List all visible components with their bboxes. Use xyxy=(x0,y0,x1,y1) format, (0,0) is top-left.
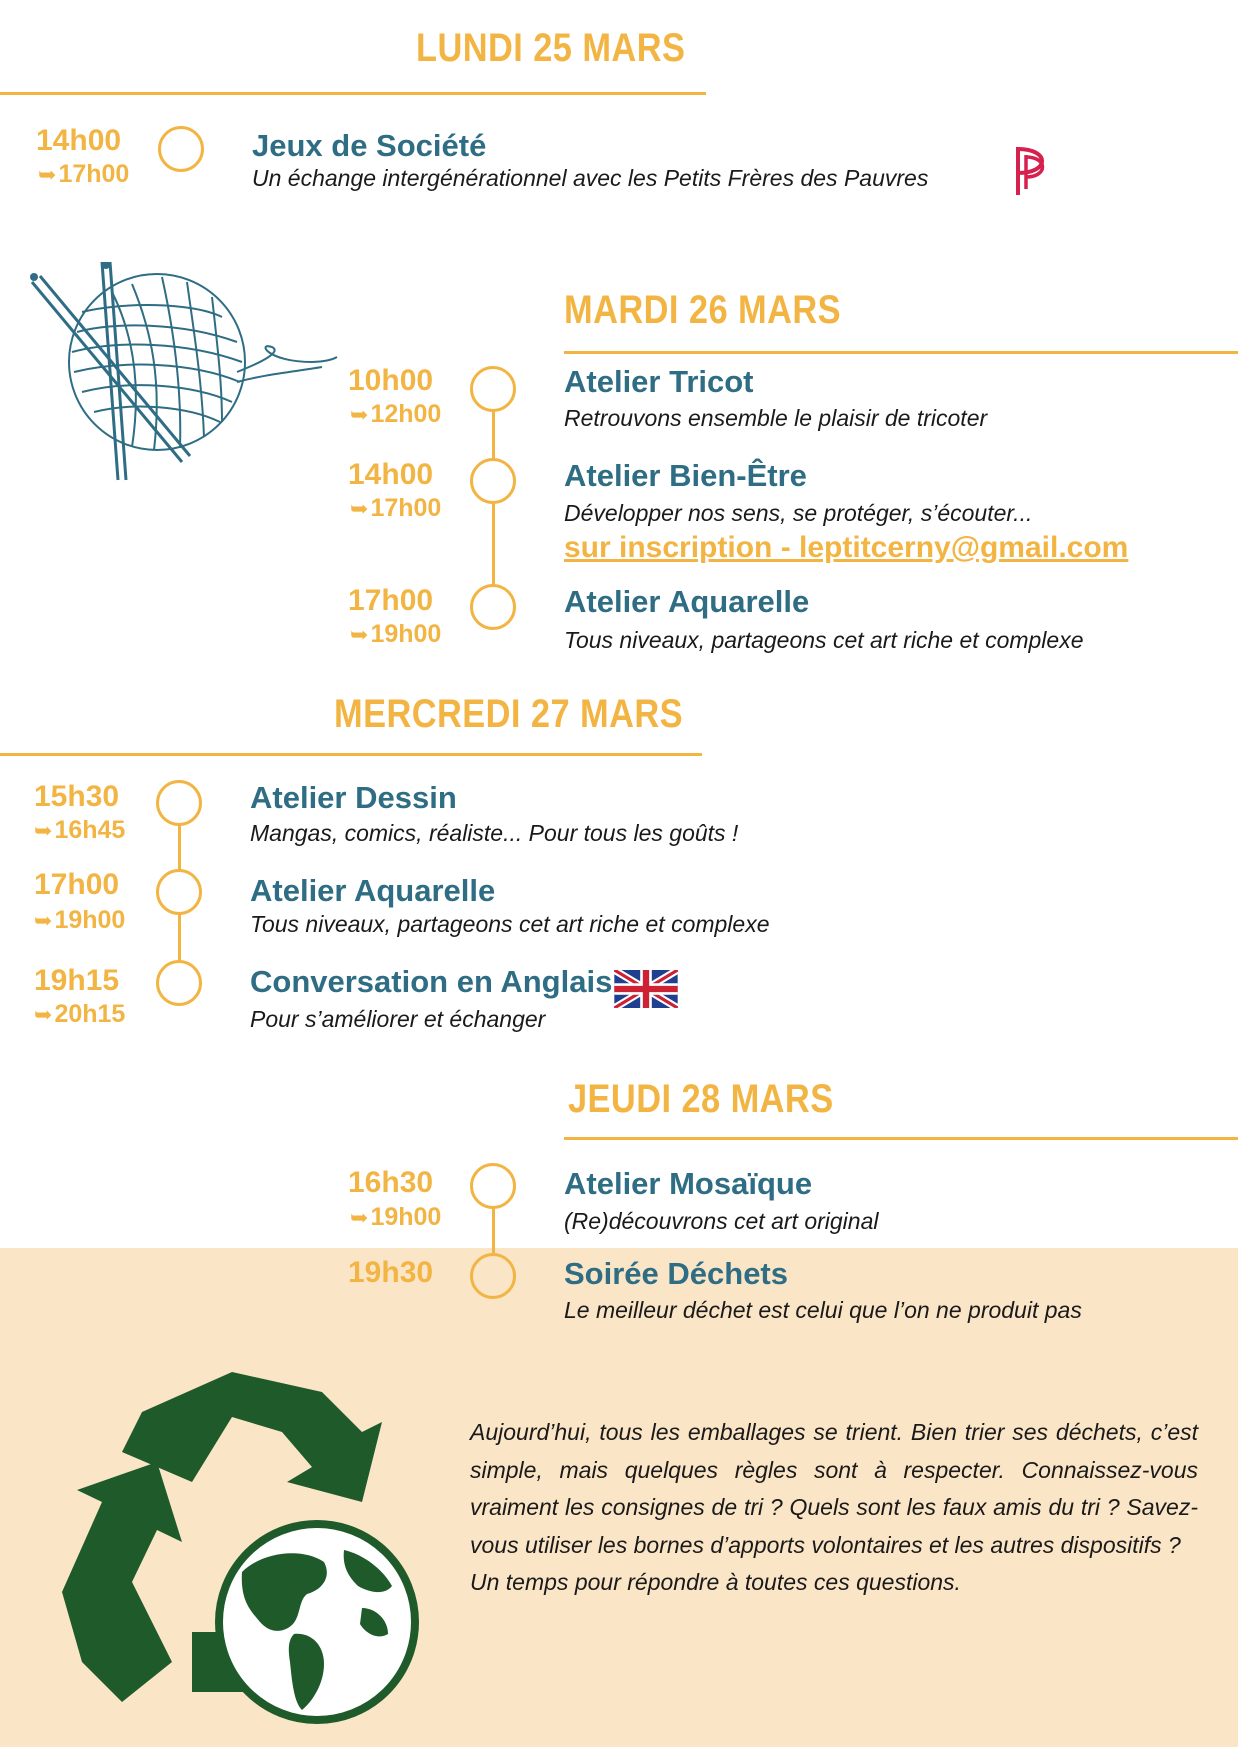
event-description: Développer nos sens, se protéger, s’écouter... xyxy=(564,500,1033,526)
timeline-circle xyxy=(470,1253,516,1299)
day-divider xyxy=(564,351,1238,354)
arrow-right-icon: ➥ xyxy=(350,1205,369,1230)
timeline-circle xyxy=(470,1163,516,1209)
event-end-time: ➥12h00 xyxy=(350,400,442,428)
day-divider xyxy=(0,753,702,756)
event-start-time: 19h30 xyxy=(348,1256,434,1289)
event-description: (Re)découvrons cet art original xyxy=(564,1208,879,1234)
event-start-time: 17h00 xyxy=(34,868,120,901)
petits-freres-logo xyxy=(1010,145,1058,197)
event-end-time: ➥17h00 xyxy=(350,494,442,522)
arrow-right-icon: ➥ xyxy=(34,818,53,843)
yarn-ball-illustration xyxy=(22,262,342,487)
event-title: Atelier Dessin xyxy=(250,780,457,815)
day-title-jeudi: JEUDI 28 MARS xyxy=(568,1077,834,1121)
event-end-time: ➥19h00 xyxy=(34,906,126,934)
event-end-time: ➥19h00 xyxy=(350,1203,442,1231)
day-divider xyxy=(564,1137,1238,1140)
day-divider xyxy=(0,92,706,95)
arrow-right-icon: ➥ xyxy=(38,162,57,187)
registration-email-link[interactable]: sur inscription - leptitcerny@gmail.com xyxy=(564,531,1129,564)
timeline-circle xyxy=(156,780,202,826)
event-description: Mangas, comics, réaliste... Pour tous les goûts ! xyxy=(250,820,739,846)
timeline-circle xyxy=(158,126,204,172)
event-title: Atelier Aquarelle xyxy=(250,873,496,908)
timeline-circle xyxy=(156,960,202,1006)
arrow-right-icon: ➥ xyxy=(34,908,53,933)
day-title-mardi: MARDI 26 MARS xyxy=(564,288,842,332)
uk-flag-icon xyxy=(614,970,678,1008)
event-end-time: ➥16h45 xyxy=(34,816,126,844)
day-title-lundi: LUNDI 25 MARS xyxy=(416,26,686,70)
dechets-description xyxy=(470,1414,1198,1602)
arrow-right-icon: ➥ xyxy=(350,402,369,427)
event-description: Pour s’améliorer et échanger xyxy=(250,1006,546,1032)
timeline-circle xyxy=(156,869,202,915)
event-title: Atelier Bien-Être xyxy=(564,458,807,493)
event-title: Soirée Déchets xyxy=(564,1256,788,1291)
timeline-circle xyxy=(470,584,516,630)
event-title: Conversation en Anglais xyxy=(250,964,613,999)
arrow-right-icon: ➥ xyxy=(350,496,369,521)
event-description: Tous niveaux, partageons cet art riche et complexe xyxy=(250,911,770,937)
event-description: Le meilleur déchet est celui que l’on ne produit pas xyxy=(564,1297,1082,1323)
event-description: Tous niveaux, partageons cet art riche et complexe xyxy=(564,627,1084,653)
event-end-time: ➥17h00 xyxy=(38,160,130,188)
timeline-circle xyxy=(470,458,516,504)
dechets-paragraph: Aujourd’hui, tous les emballages se trient. Bien trier ses déchets, c’est simple, mais quelques règles sont à respecter. Connaissez-vous vraiment les consignes de tri ? Quels sont les faux amis du tri ? Savez-vous utiliser les bornes d’apports volontaires et les autres dispositifs ? xyxy=(470,1419,1198,1558)
event-start-time: 17h00 xyxy=(348,584,434,617)
event-start-time: 19h15 xyxy=(34,964,120,997)
event-title: Jeux de Société xyxy=(252,128,487,163)
arrow-right-icon: ➥ xyxy=(34,1002,53,1027)
dechets-closing: Un temps pour répondre à toutes ces questions. xyxy=(470,1569,961,1595)
event-start-time: 15h30 xyxy=(34,780,120,813)
event-start-time: 14h00 xyxy=(36,124,122,157)
event-start-time: 14h00 xyxy=(348,458,434,491)
event-end-time: ➥19h00 xyxy=(350,620,442,648)
event-description: Retrouvons ensemble le plaisir de tricoter xyxy=(564,405,988,431)
day-title-mercredi: MERCREDI 27 MARS xyxy=(334,692,684,736)
event-start-time: 16h30 xyxy=(348,1166,434,1199)
recycle-earth-icon xyxy=(62,1372,424,1728)
event-title: Atelier Aquarelle xyxy=(564,584,810,619)
timeline-circle xyxy=(470,366,516,412)
event-title: Atelier Mosaïque xyxy=(564,1166,813,1201)
event-start-time: 10h00 xyxy=(348,364,434,397)
event-description: Un échange intergénérationnel avec les Petits Frères des Pauvres xyxy=(252,165,929,191)
arrow-right-icon: ➥ xyxy=(350,622,369,647)
event-end-time: ➥20h15 xyxy=(34,1000,126,1028)
event-title: Atelier Tricot xyxy=(564,364,754,399)
